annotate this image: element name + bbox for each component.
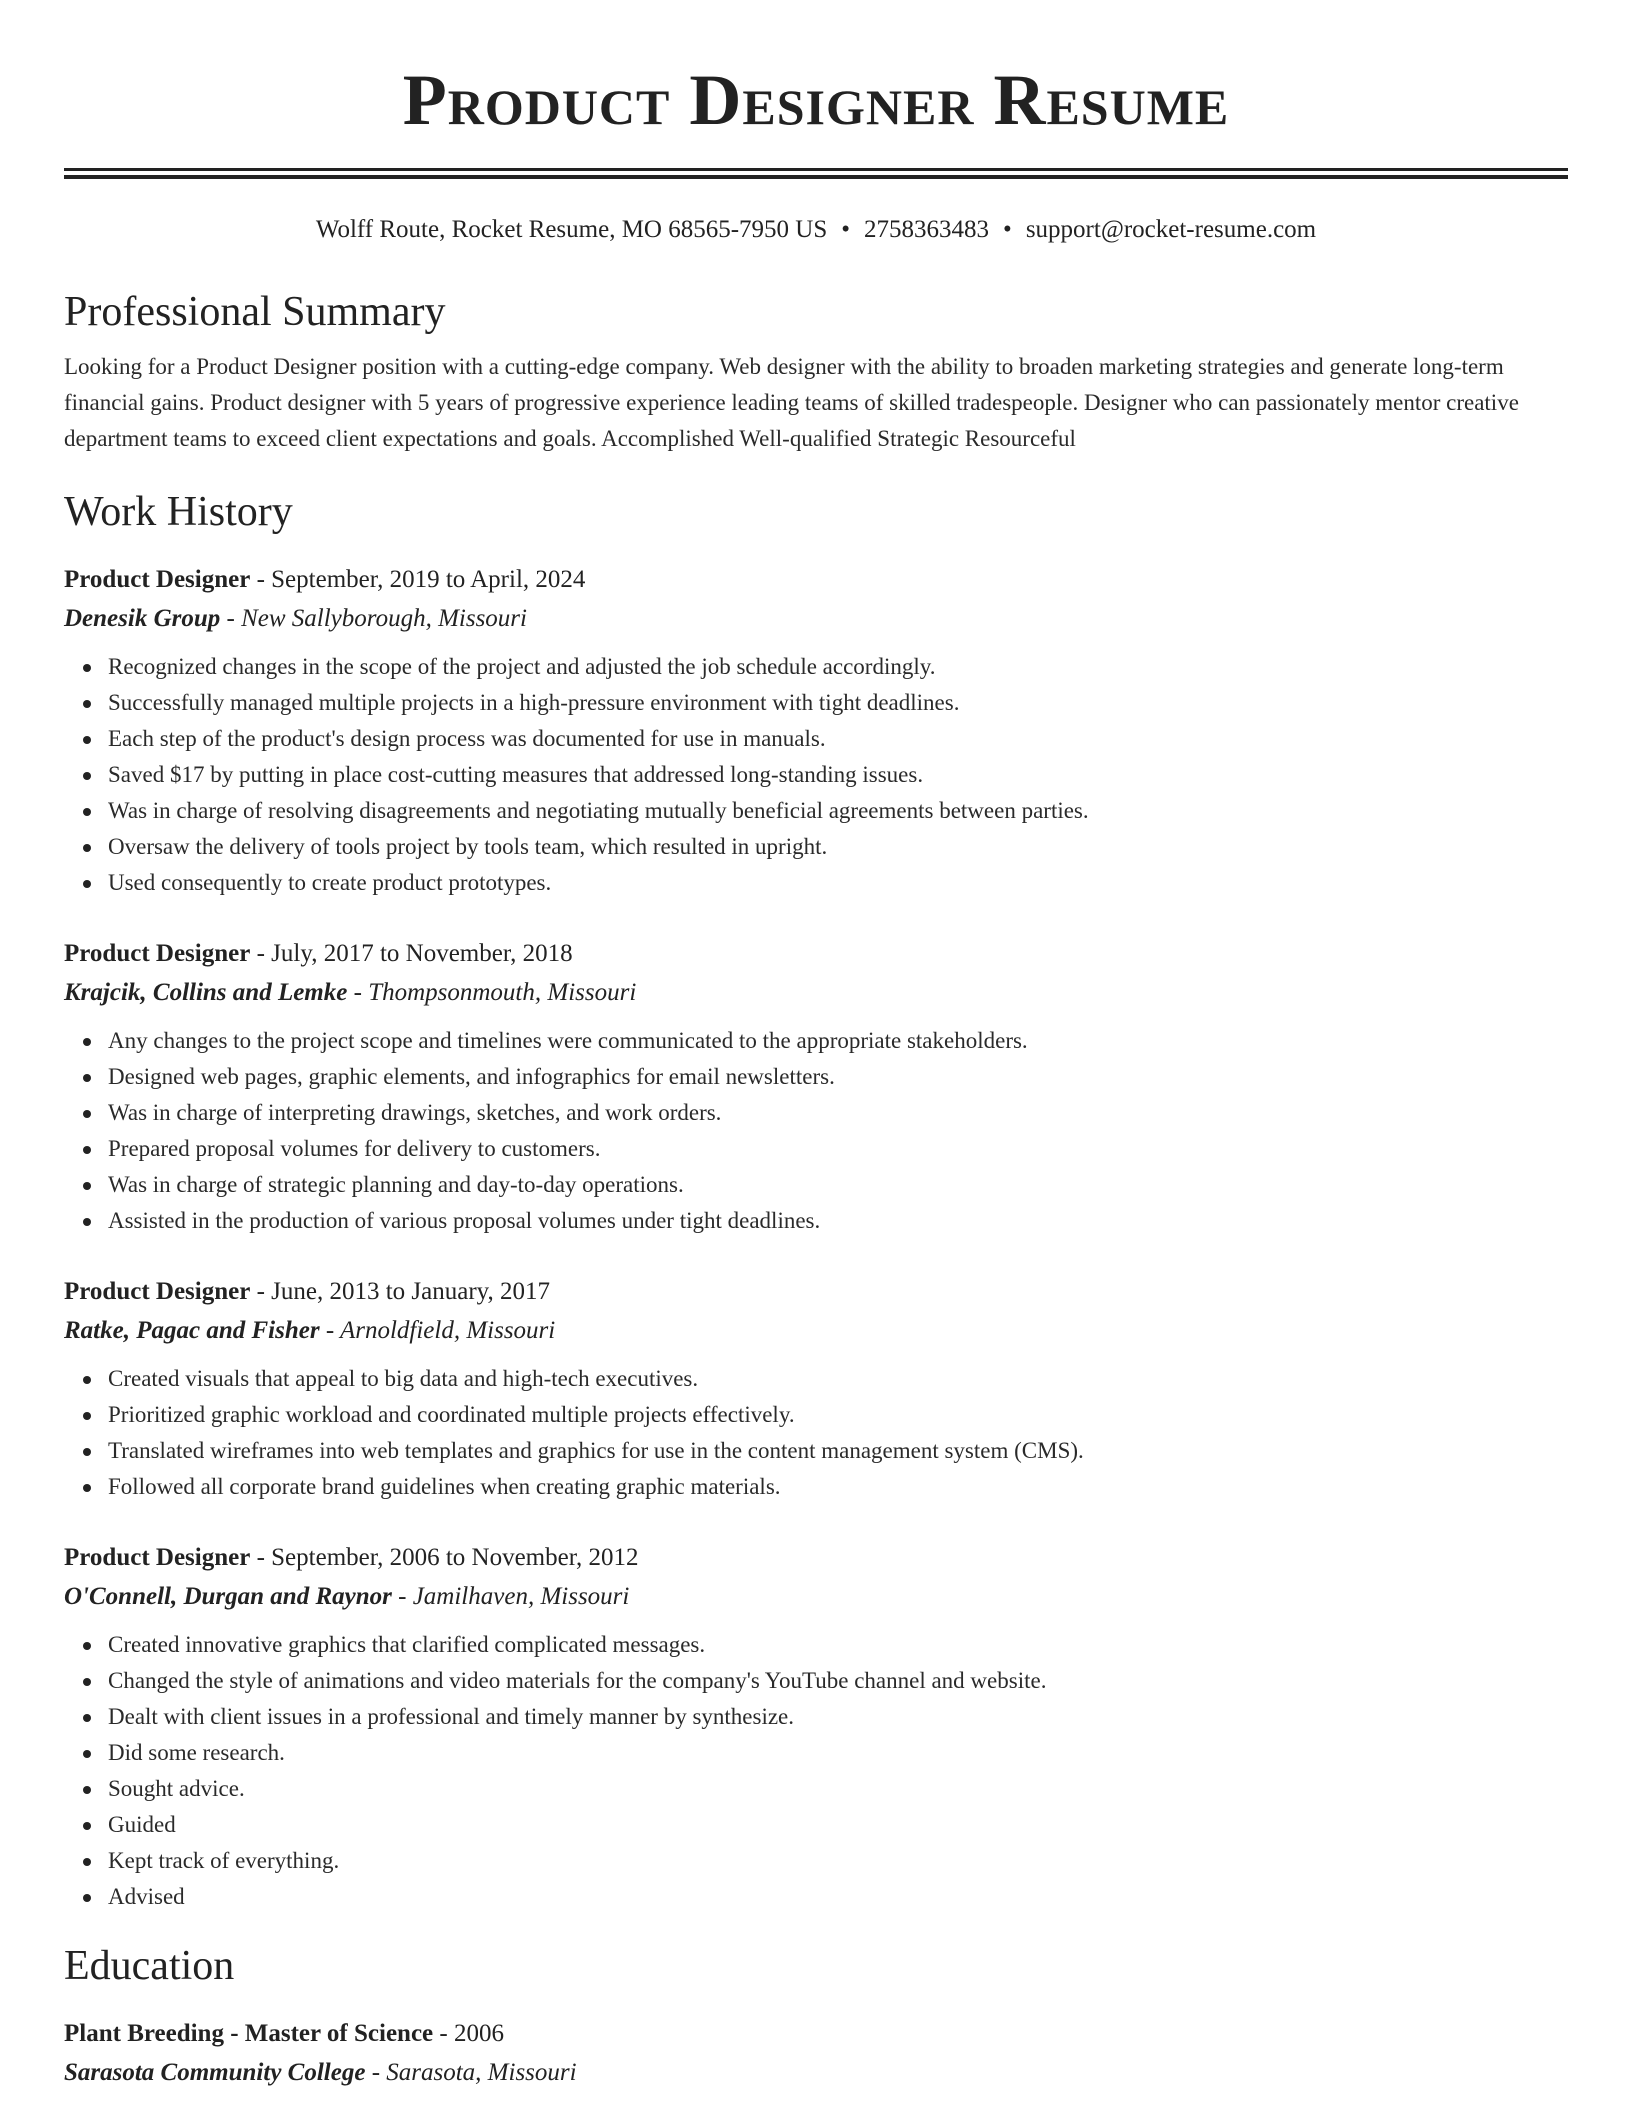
education-heading: Education <box>64 1943 235 1989</box>
job-company: Denesik Group <box>64 605 221 632</box>
job-company: Krajcik, Collins and Lemke <box>64 979 348 1006</box>
summary-text: Looking for a Product Designer position with a cutting-edge company. Web designer with the ability to broaden marketing strategies and generate long-term financial gains. Product designer with 5 years of progressive experience leading teams of skilled tradespeople. Designer who can passionately mentor creative department teams to exceed client expectations and goals. Accomplished Well-qualified Strategic Resourceful <box>64 354 1519 451</box>
job-bullet: Designed web pages, graphic elements, and infographics for email newsletters. <box>108 1059 1568 1095</box>
job-bullet: Used consequently to create product prototypes. <box>108 865 1568 901</box>
job-dates: September, 2019 to April, 2024 <box>271 566 586 593</box>
job-company: Ratke, Pagac and Fisher <box>64 1317 320 1344</box>
education-degree: Plant Breeding - Master of Science <box>64 2020 434 2047</box>
job-bullet: Advised <box>108 1879 1568 1915</box>
summary-heading: Professional Summary <box>64 289 446 335</box>
contact-line <box>64 213 1568 247</box>
job-entry <box>64 561 1568 901</box>
job-title: Product Designer <box>64 1278 251 1305</box>
job-title-line <box>64 1539 1568 1577</box>
job-location: Jamilhaven, Missouri <box>412 1583 630 1610</box>
education-dash: - <box>365 2059 387 2086</box>
job-dates: July, 2017 to November, 2018 <box>271 940 573 967</box>
job-bullet: Translated wireframes into web templates and graphics for use in the content management system (CMS). <box>108 1433 1568 1469</box>
job-bullet: Dealt with client issues in a professional and timely manner by synthesize. <box>108 1699 1568 1735</box>
job-company-line <box>64 599 1568 639</box>
job-bullet: Each step of the product's design process was documented for use in manuals. <box>108 721 1568 757</box>
education-entry <box>64 2015 1568 2093</box>
job-bullet: Kept track of everything. <box>108 1843 1568 1879</box>
job-dash: - <box>250 940 272 967</box>
education-school-line <box>64 2053 1568 2093</box>
job-bullet-list <box>64 1627 1568 1915</box>
job-dash: - <box>250 1278 272 1305</box>
job-bullet: Any changes to the project scope and timelines were communicated to the appropriate stakeholders. <box>108 1023 1568 1059</box>
job-location: New Sallyborough, Missouri <box>241 605 527 632</box>
resume-page <box>64 0 1568 2093</box>
job-company-line <box>64 1577 1568 1617</box>
education-year: 2006 <box>453 2020 504 2047</box>
job-bullet: Sought advice. <box>108 1771 1568 1807</box>
job-title-line <box>64 561 1568 599</box>
education-degree-line <box>64 2015 1568 2053</box>
job-company-line <box>64 1311 1568 1351</box>
resume-title: Product Designer Resume <box>402 60 1230 140</box>
job-title: Product Designer <box>64 1544 251 1571</box>
job-location: Thompsonmouth, Missouri <box>368 979 637 1006</box>
job-entry <box>64 935 1568 1239</box>
work-history-heading: Work History <box>64 489 293 535</box>
job-bullet: Assisted in the production of various proposal volumes under tight deadlines. <box>108 1203 1568 1239</box>
job-title: Product Designer <box>64 940 251 967</box>
job-bullet: Successfully managed multiple projects in a high-pressure environment with tight deadlines. <box>108 685 1568 721</box>
contact-phone: 2758363483 <box>864 216 990 243</box>
job-bullet: Was in charge of strategic planning and day-to-day operations. <box>108 1167 1568 1203</box>
job-dates: June, 2013 to January, 2017 <box>271 1278 551 1305</box>
job-title: Product Designer <box>64 566 251 593</box>
job-bullet: Was in charge of interpreting drawings, sketches, and work orders. <box>108 1095 1568 1131</box>
job-bullet: Created visuals that appeal to big data and high-tech executives. <box>108 1361 1568 1397</box>
job-bullet-list <box>64 1023 1568 1239</box>
job-dash: - <box>391 1583 413 1610</box>
job-bullet: Prioritized graphic workload and coordinated multiple projects effectively. <box>108 1397 1568 1433</box>
job-bullet: Followed all corporate brand guidelines when creating graphic materials. <box>108 1469 1568 1505</box>
job-bullet-list <box>64 649 1568 901</box>
job-title-line <box>64 1273 1568 1311</box>
job-dash: - <box>347 979 369 1006</box>
job-bullet: Saved $17 by putting in place cost-cutting measures that addressed long-standing issues. <box>108 757 1568 793</box>
job-bullet: Did some research. <box>108 1735 1568 1771</box>
job-title-line <box>64 935 1568 973</box>
job-bullet-list <box>64 1361 1568 1505</box>
job-entry <box>64 1539 1568 1915</box>
contact-separator: • <box>841 216 851 243</box>
job-bullet: Created innovative graphics that clarified complicated messages. <box>108 1627 1568 1663</box>
job-bullet: Recognized changes in the scope of the project and adjusted the job schedule accordingly. <box>108 649 1568 685</box>
job-bullet: Guided <box>108 1807 1568 1843</box>
job-dash: - <box>250 1544 272 1571</box>
contact-email: support@rocket-resume.com <box>1025 216 1317 243</box>
job-dash: - <box>250 566 272 593</box>
education-dash: - <box>433 2020 454 2047</box>
job-company: O'Connell, Durgan and Raynor <box>64 1583 392 1610</box>
job-bullet: Oversaw the delivery of tools project by tools team, which resulted in upright. <box>108 829 1568 865</box>
education-location: Sarasota, Missouri <box>386 2059 577 2086</box>
job-dates: September, 2006 to November, 2012 <box>271 1544 639 1571</box>
education-school: Sarasota Community College <box>64 2059 366 2086</box>
job-location: Arnoldfield, Missouri <box>339 1317 556 1344</box>
job-dash: - <box>220 605 242 632</box>
job-bullet: Was in charge of resolving disagreements and negotiating mutually beneficial agreements between parties. <box>108 793 1568 829</box>
job-entry <box>64 1273 1568 1505</box>
job-bullet: Changed the style of animations and video materials for the company's YouTube channel and website. <box>108 1663 1568 1699</box>
job-bullet: Prepared proposal volumes for delivery to customers. <box>108 1131 1568 1167</box>
job-dash: - <box>319 1317 340 1344</box>
contact-address: Wolff Route, Rocket Resume, MO 68565-7950 US <box>315 216 828 243</box>
title-divider <box>64 168 1568 179</box>
contact-separator: • <box>1003 216 1012 243</box>
job-company-line <box>64 973 1568 1013</box>
